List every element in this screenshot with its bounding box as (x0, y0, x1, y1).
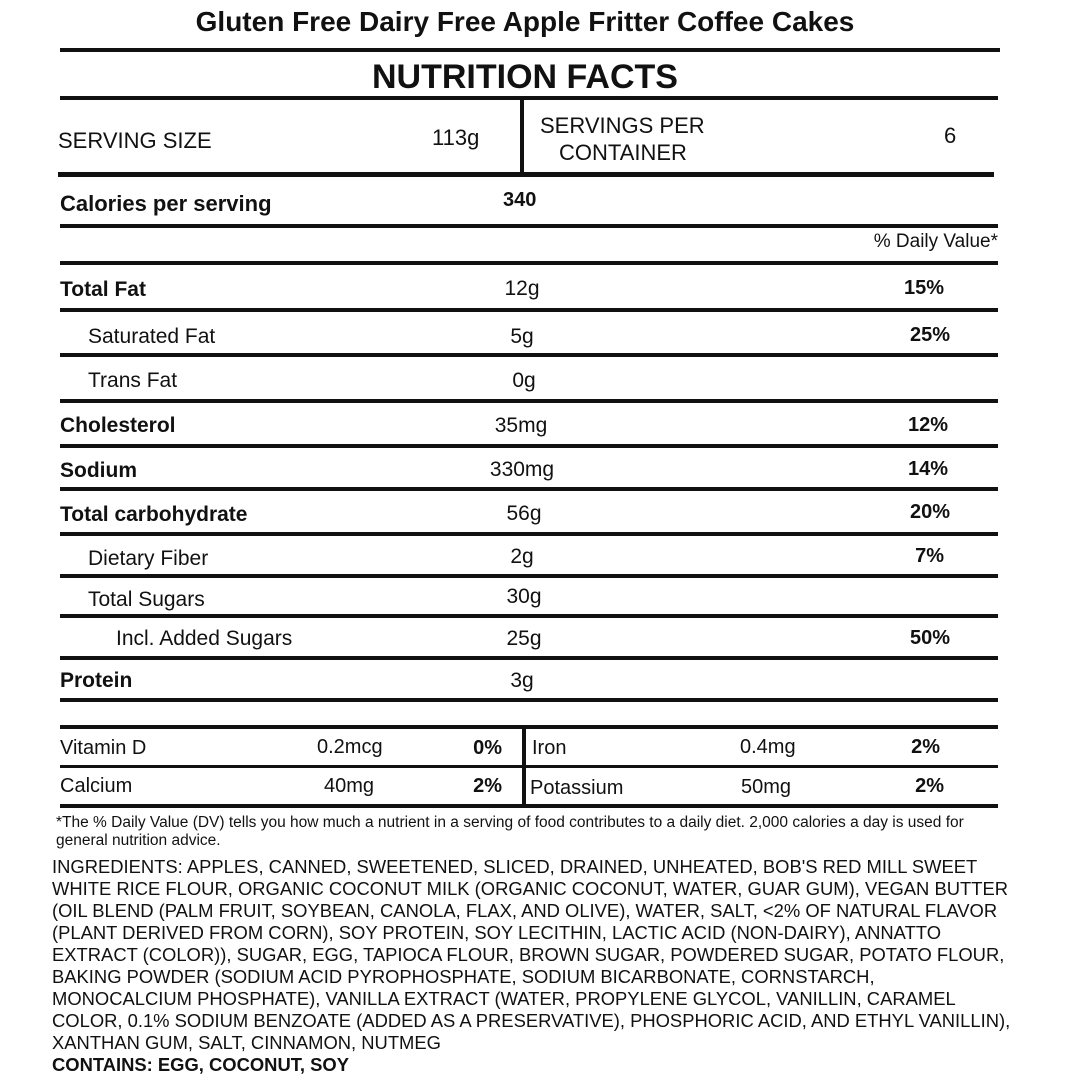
nutrient-label: Total Fat (60, 278, 146, 301)
nutrient-label: Cholesterol (60, 414, 176, 437)
nutrient-amount: 35mg (494, 414, 548, 437)
mineral-label: Potassium (530, 777, 624, 799)
divider (60, 308, 998, 312)
divider (60, 444, 998, 448)
mineral-label: Iron (532, 737, 567, 759)
nutrient-label: Protein (60, 669, 133, 692)
mineral-amount: 0.4mg (740, 736, 796, 758)
nutrient-daily-value: 25% (909, 324, 950, 346)
nutrient-amount: 2g (510, 545, 534, 568)
nutrient-label: Sodium (60, 459, 137, 482)
serving-size-label: SERVING SIZE (58, 128, 212, 153)
serving-divider (520, 98, 524, 174)
servings-per-container-label: SERVINGS PER (540, 113, 705, 138)
nutrient-amount: 3g (510, 669, 534, 692)
divider (60, 399, 998, 403)
divider (60, 96, 998, 100)
nutrient-amount: 12g (504, 277, 540, 300)
divider (60, 574, 998, 578)
nutrient-daily-value: 14% (907, 458, 948, 480)
nutrient-label: Saturated Fat (88, 325, 216, 348)
mineral-daily-value: 0% (473, 737, 502, 759)
divider (60, 353, 998, 357)
nutrition-facts-heading: NUTRITION FACTS (372, 58, 678, 96)
daily-value-footnote: *The % Daily Value (DV) tells you how much a nutrient in a serving of food contributes to a daily diet. 2,000 calories a day is used for general nutrition advice. (56, 814, 964, 849)
ingredients-list: INGREDIENTS: APPLES, CANNED, SWEETENED, SLICED, DRAINED, UNHEATED, BOB'S RED MILL SWEET WHITE RICE FLOUR, ORGANIC COCONUT MILK (ORGANIC COCONUT, WATER, GUAR GUM), VEGAN BUTTER (OIL BLEND (PALM FRUIT, SOYBEAN, CANOLA, FLAX, AND OLIVE), WATER, SALT, <2% OF NATURAL FLAVOR (PLANT DERIVED FROM CORN), SOY PROTEIN, SOY LECITHIN, LACTIC ACID (NON-DAIRY), ANNATTO EXTRACT (COLOR)), SUGAR, EGG, TAPIOCA FLOUR, BROWN SUGAR, POWDERED SUGAR, POTATO FLOUR, BAKING POWDER (SODIUM ACID PYROPHOSPHATE, SODIUM BICARBONATE, CORNSTARCH, MONOCALCIUM PHOSPHATE), VANILLA EXTRACT (WATER, PROPYLENE GLYCOL, VANILLIN, CARAMEL COLOR, 0.1% SODIUM BENZOATE (ADDED AS A PRESERVATIVE), PHOSPHORIC ACID, AND ETHYL VANILLIN), XANTHAN GUM, SALT, CINNAMON, NUTMEG (52, 856, 1011, 1053)
calories-label: Calories per serving (60, 191, 272, 216)
nutrient-amount: 56g (506, 502, 542, 525)
divider (60, 487, 998, 491)
divider (60, 614, 998, 618)
calories-value: 340 (503, 189, 537, 211)
product-title: Gluten Free Dairy Free Apple Fritter Coffee Cakes (195, 6, 855, 37)
divider (60, 725, 998, 729)
nutrient-label: Dietary Fiber (88, 547, 209, 570)
divider (60, 765, 998, 768)
mineral-label: Calcium (60, 775, 133, 797)
divider (60, 532, 998, 536)
nutrient-amount: 0g (512, 369, 536, 392)
mineral-daily-value: 2% (915, 775, 944, 797)
allergen-statement: CONTAINS: EGG, COCONUT, SOY (52, 1054, 349, 1075)
mineral-amount: 40mg (324, 775, 375, 797)
nutrient-label: Incl. Added Sugars (116, 627, 293, 650)
divider (60, 656, 998, 660)
nutrient-label: Trans Fat (88, 369, 178, 392)
divider (60, 48, 1000, 52)
divider (58, 172, 994, 177)
mineral-label: Vitamin D (60, 737, 147, 759)
serving-size-value: 113g (432, 125, 480, 150)
mineral-daily-value: 2% (911, 736, 940, 758)
daily-value-header: % Daily Value* (873, 231, 998, 252)
servings-per-container-value: 6 (944, 123, 957, 148)
nutrient-daily-value: 15% (903, 277, 944, 299)
nutrient-amount: 25g (506, 627, 542, 650)
mineral-daily-value: 2% (473, 775, 502, 797)
nutrient-daily-value: 12% (907, 414, 948, 436)
nutrient-label: Total Sugars (88, 588, 205, 611)
nutrient-amount: 330mg (489, 458, 555, 481)
nutrient-daily-value: 50% (909, 627, 950, 649)
servings-per-container-label: CONTAINER (559, 140, 687, 165)
nutrient-amount: 5g (510, 325, 534, 348)
mineral-amount: 0.2mcg (317, 736, 383, 758)
divider (60, 698, 998, 702)
nutrient-amount: 30g (506, 585, 542, 608)
mineral-amount: 50mg (741, 776, 792, 798)
nutrient-daily-value: 20% (909, 501, 950, 523)
nutrient-label: Total carbohydrate (60, 503, 248, 526)
divider (60, 804, 998, 808)
divider (60, 224, 998, 228)
divider (60, 261, 998, 265)
nutrient-daily-value: 7% (915, 545, 944, 567)
